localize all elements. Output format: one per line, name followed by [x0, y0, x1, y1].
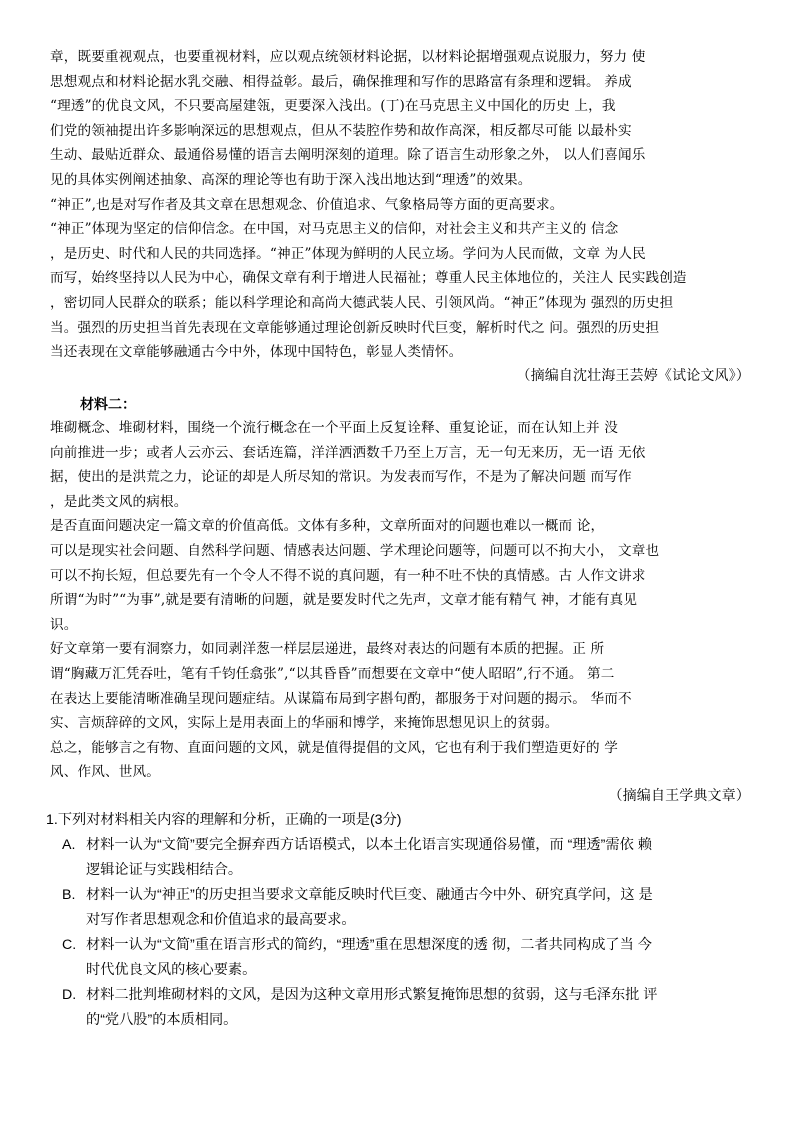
- source-citation: （摘编自沈壮海王芸婷《试论文风》）: [516, 368, 750, 384]
- text-line: 堆砌概念、堆砌材料，围绕一个流行概念在一个平面上反复诠释、重复论证，而在认知上并 没: [50, 420, 618, 436]
- text-line: ，是历史、时代和人民的共同选择。“神正”体现为鲜明的人民立场。学问为人民而做，文章 为人民: [50, 245, 646, 262]
- text-line: “理透”的优良文风，不只要高屋建瓴，更要深入浅出。(丁)在马克思主义中国化的历史 上，我: [50, 98, 616, 115]
- text-line: ，是此类文风的病根。: [50, 493, 188, 510]
- text-line: 当。强烈的历史担当首先表现在文章能够通过理论创新反映时代巨变，解析时代之 问。强烈的历史担: [50, 319, 660, 336]
- text-line: 实、言烦辞碎的文风，实际上是用表面上的华丽和博学，来掩饰思想见识上的贫弱。: [50, 715, 559, 732]
- text-line: 风、作风、世风。: [50, 764, 160, 781]
- option-text: 材料一认为“神正”的历史担当要求文章能反映时代巨变、融通古今中外、研究真学问，这 是: [86, 887, 653, 903]
- option-text: 时代优良文风的核心要素。: [86, 962, 257, 978]
- option-text: 逻辑论证与实践相结合。: [86, 862, 243, 878]
- text-line: ，密切同人民群众的联系；能以科学理论和高尚大德武装人民、引领风尚。“神正”体现为 强烈的历史担: [50, 294, 674, 311]
- option-letter: C.: [62, 937, 77, 953]
- text-line: 见的具体实例阐述抽象、高深的理论等也有助于深入浅出地达到“理透”的效果。: [50, 171, 532, 188]
- text-line: 谓“胸藏万汇凭吞吐，笔有千钧任翕张”,“以其昏昏”而想要在文章中“使人昭昭”,行不通。 第二: [50, 665, 615, 682]
- text-line: “神正”,也是对写作者及其文章在思想观念、价值追求、气象格局等方面的更高要求。: [50, 196, 564, 213]
- text-line: 而写，始终坚持以人民为中心，确保文章有利于增进人民福祉；尊重人民主体地位的，关注人 民实践创造: [50, 270, 687, 287]
- option-b[interactable]: [46, 883, 756, 933]
- option-d[interactable]: [46, 983, 756, 1033]
- text-line: 可以是现实社会问题、自然科学问题、情感表达问题、学术理论问题等，问题可以不拘大小， 文章也: [50, 542, 660, 559]
- text-line: “神正”体现为坚定的信仰信念。在中国，对马克思主义的信仰，对社会主义和共产主义的 信念: [50, 221, 619, 238]
- option-letter: B.: [62, 887, 76, 903]
- option-c[interactable]: [46, 933, 756, 983]
- option-text: 对写作者思想观念和价值追求的最高要求。: [86, 912, 356, 928]
- option-text: 材料一认为“文简”重在语言形式的简约，“理透”重在思想深度的透 彻，二者共同构成了当 今: [86, 937, 652, 953]
- material-two-heading: 材料二：: [80, 396, 136, 412]
- material-two-text: [50, 392, 750, 810]
- text-line: 在表达上要能清晰准确呈现问题症结。从谋篇布局到字斟句酌，都服务于对问题的揭示。 华而不: [50, 690, 632, 707]
- text-line: 所谓“为时”“为事”,就是要有清晰的问题，就是要发时代之先声，文章才能有精气 神，才能有真见: [50, 592, 638, 609]
- option-letter: D.: [62, 987, 77, 1003]
- text-line: 们党的领袖提出许多影响深远的思想观点，但从不装腔作势和故作高深，相反都尽可能 以最朴实: [50, 122, 632, 139]
- text-line: 据，使出的是洪荒之力，论证的却是人所尽知的常识。为发表而写作，不是为了解决问题 而写作: [50, 469, 632, 486]
- option-text: 材料二批判堆砌材料的文风，是因为这种文章用形式繁复掩饰思想的贫弱，这与毛泽东批 评: [86, 987, 658, 1003]
- text-line: 好文章第一要有洞察力，如同剥洋葱一样层层递进，最终对表达的问题有本质的把握。正 所: [50, 641, 605, 658]
- text-line: 章，既要重视观点，也要重视材料，应以观点统领材料论据，以材料论据增强观点说服力，努力 使: [50, 49, 646, 65]
- question-one: [46, 808, 756, 1033]
- option-letter: A.: [62, 837, 76, 853]
- material-one-text: [50, 45, 750, 389]
- option-text: 材料一认为“文简”要完全摒弃西方话语模式，以本土化语言实现通俗易懂，而 “理透”需依 赖: [86, 837, 652, 853]
- text-line: 思想观点和材料论据水乳交融、相得益彰。最后，确保推理和写作的思路富有条理和逻辑。 养成: [50, 73, 632, 90]
- text-line: 生动、最贴近群众、最通俗易懂的语言去阐明深刻的道理。除了语言生动形象之外， 以人们喜闻乐: [50, 147, 646, 164]
- text-line: 可以不拘长短，但总要先有一个令人不得不说的真问题，有一种不吐不快的真情感。古 人作文讲求: [50, 567, 646, 584]
- text-line: 总之，能够言之有物、直面问题的文风，就是值得提倡的文风，它也有利于我们塑造更好的 学: [50, 739, 618, 756]
- text-line: 识。: [50, 616, 78, 633]
- option-text: 的“党八股”的本质相同。: [86, 1012, 238, 1028]
- text-line: 是否直面问题决定一篇文章的价值高低。文体有多种，文章所面对的问题也难以一概而 论，: [50, 518, 605, 535]
- source-citation: （摘编自王学典文章）: [608, 788, 750, 804]
- text-line: 当还表现在文章能够融通古今中外，体现中国特色，彰显人类情怀。: [50, 344, 463, 361]
- question-title: 1.下列对材料相关内容的理解和分析，正确的一项是(3分): [46, 812, 402, 828]
- text-line: 向前推进一步；或者人云亦云、套话连篇，洋洋洒洒数千乃至上万言，无一句无来历，无一语 无依: [50, 444, 646, 461]
- option-a[interactable]: [46, 833, 756, 883]
